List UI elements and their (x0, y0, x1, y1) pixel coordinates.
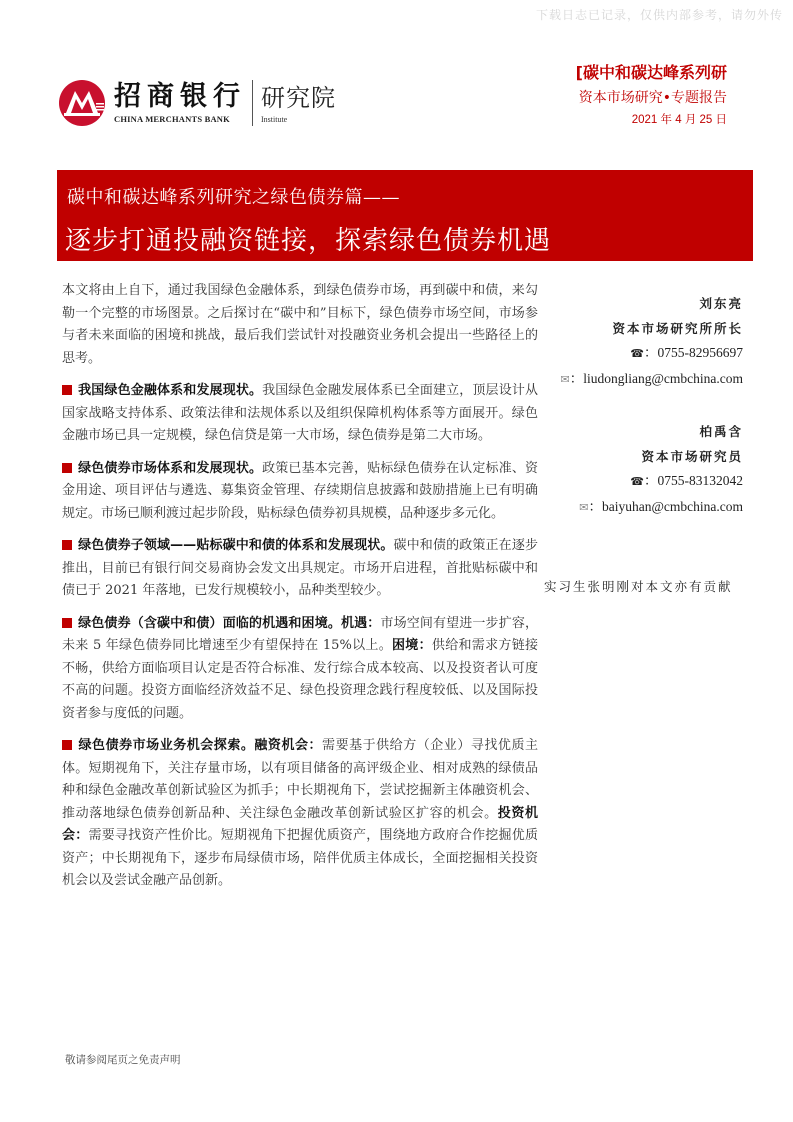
section-heading: 绿色债券（含碳中和债）面临的机遇和困境。 (78, 615, 341, 631)
section-heading: 绿色债券子领域——贴标碳中和债的体系和发展现状。 (78, 538, 394, 553)
section-label: 困境： (392, 638, 432, 653)
author-name: 刘东亮 (699, 296, 743, 311)
summary-column (62, 280, 538, 903)
author-name: 柏禹含 (699, 424, 743, 439)
download-watermark: 下载日志已记录，仅供内部参考，请勿外传 (535, 8, 783, 22)
section-heading: 我国绿色金融体系和发展现状。 (78, 383, 263, 398)
intro-paragraph: 本文将由上自下，通过我国绿色金融体系，到绿色债券市场，再到碳中和债，来勾勒一个完整的市场图景。之后探讨在“碳中和”目标下，绿色债券市场空间，市场参与者未来面临的困境和挑战，最后我们尝试针对投融资业务机会提出一些路径上的思考。 (62, 283, 538, 366)
section-body: 碳中和债的政策正在逐步推出，目前已有银行间交易商协会发文出具规定。市场开启进程，首批贴标碳中和债已于 2021 年落地，已发行规模较小，品种类型较少。 (62, 538, 538, 598)
disclaimer-note: 敬请参阅尾页之免责声明 (65, 1054, 181, 1066)
logo-bank-name-en: CHINA MERCHANTS BANK (114, 114, 230, 124)
section-body: 我国绿色金融发展体系已全面建立，顶层设计从国家战略支持体系、政策法律和法规体系以及组织保障机构体系等方面展开。绿色金融市场已具一定规模，绿色信贷是第一大市场，绿色债券是第二大市场。 (62, 383, 538, 443)
section-body: 需要寻找资产性价比。短期视角下把握优质资产，围绕地方政府合作挖掘优质资产；中长期视角下，逐步布局绿债市场，陪伴优质主体成长，全面挖掘相关投资机会以及尝试金融产品创新。 (62, 828, 538, 888)
logo-bank-name-cn: 招商银行 (114, 81, 246, 112)
logo-institute-cn: 研究院 (261, 83, 336, 112)
phone-icon: ☎ (630, 475, 644, 488)
author-title: 资本市场研究员 (641, 448, 743, 464)
bullet-square-icon (62, 618, 72, 628)
author-email[interactable]: ✉：baiyuhan@cmbchina.com (579, 498, 743, 514)
mail-icon: ✉ (560, 372, 570, 386)
logo-institute-en: Institute (261, 114, 288, 124)
section-body: 政策已基本完善，贴标绿色债券在认定标准、资金用途、项目评估与遴选、募集资金管理、存续期信息披露和鼓励措施上已有明确规定。市场已顺利渡过起步阶段，贴标绿色债券初具规模，品种逐步多元化。 (62, 460, 538, 521)
cmb-institute-logo (58, 78, 336, 128)
report-date: 2021 年 4 月 25 日 (631, 114, 727, 126)
author-title: 资本市场研究所所长 (612, 320, 743, 336)
series-tag: [碳中和碳达峰系列研 (575, 63, 727, 82)
report-title: 逐步打通投融资链接，探索绿色债券机遇 (65, 226, 552, 256)
author-email[interactable]: ✉：liudongliang@cmbchina.com (560, 370, 743, 386)
section-heading: 绿色债券市场业务机会探索。 (78, 738, 255, 753)
summary-section (62, 735, 538, 893)
authors-sidebar (503, 292, 743, 548)
bullet-square-icon (62, 740, 72, 750)
bullet-square-icon (62, 463, 72, 473)
author-phone: ☎：0755-83132042 (630, 473, 743, 488)
section-body: 需要基于供给方（企业）寻找优质主体。短期视角下，关注存量市场，以有项目储备的高评级企业、相对成熟的绿债品种和绿色金融改革创新试验区为抓手；中长期视角下，尝试挖掘新主体融资机会、推动落地绿色债券创新品种、关注绿色金融改革创新试验区扩容的机会。 (62, 738, 538, 821)
summary-section (62, 380, 538, 448)
cmb-logo-icon (58, 79, 106, 127)
section-label: 投资机会： (62, 805, 538, 843)
report-subtitle: 碳中和碳达峰系列研究之绿色债券篇—— (67, 187, 400, 208)
summary-section (62, 535, 538, 603)
section-body: 市场空间有望进一步扩容，未来 5 年绿色债券同比增速至少有望保持在 15%以上。 (62, 615, 538, 653)
mail-icon: ✉ (579, 500, 589, 514)
summary-section (62, 613, 538, 726)
author-phone: ☎：0755-82956697 (630, 345, 743, 360)
summary-section (62, 458, 538, 526)
logo-divider (252, 80, 253, 126)
section-body: 供给和需求方链接不畅，供给方面临项目认定是否符合标准、发行综合成本较高、以及投资者认可度不高的问题。投资方面临经济效益不足、绿色投资理念践行程度较低、以及国际投资者参与度低的问题。 (62, 638, 538, 721)
title-banner (57, 170, 753, 261)
report-type: 资本市场研究•专题报告 (578, 90, 727, 106)
section-heading: 绿色债券市场体系和发展现状。 (78, 460, 263, 476)
author-card (503, 420, 743, 520)
section-label: 融资机会： (254, 738, 323, 753)
section-label: 机遇： (340, 615, 381, 631)
phone-icon: ☎ (630, 347, 644, 360)
contributor-note: 实习生张明刚对本文亦有贡献 (544, 579, 733, 594)
author-card (503, 292, 743, 392)
bullet-square-icon (62, 385, 72, 395)
report-header-info (576, 62, 727, 129)
bullet-square-icon (62, 540, 72, 550)
